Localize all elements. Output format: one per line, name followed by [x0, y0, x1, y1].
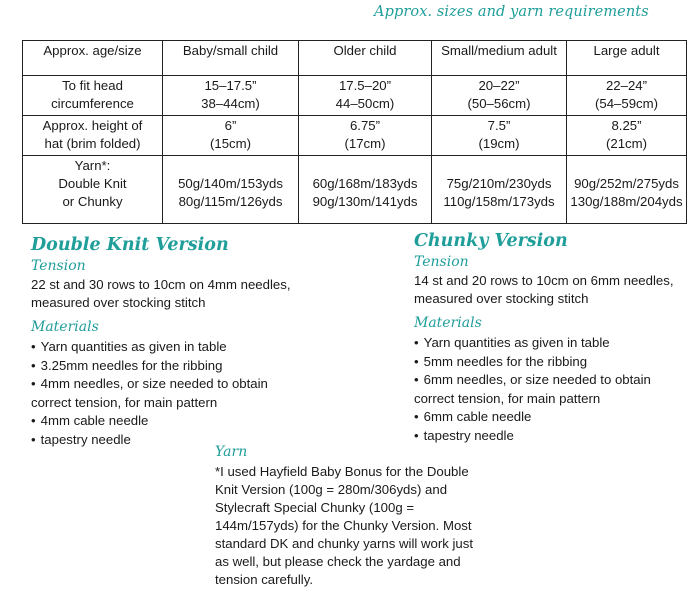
- list-item: • 5mm needles for the ribbing: [414, 353, 651, 372]
- table-header-cell: Large adult: [567, 41, 687, 76]
- list-item: • 3.25mm needles for the ribbing: [31, 357, 268, 376]
- table-header-cell: Approx. age/size: [23, 41, 163, 76]
- dk-tension-text: 22 st and 30 rows to 10cm on 4mm needles, measured over stocking stitch: [31, 277, 291, 310]
- table-cell: 60g/168m/183yds 90g/130m/141yds: [299, 156, 432, 224]
- dk-tension-heading: Tension: [31, 258, 86, 274]
- yarn-note: *I used Hayfield Baby Bonus for the Double Knit Version (100g = 280m/306yds) and Stylecraft Special Chunky (100g = 144m/157yds) for the Chunky Version. Most standard DK and chunky yarns will work just as well, but please check the yardage and tension carefully.: [215, 464, 473, 587]
- list-item: • 6mm needles, or size needed to obtain: [414, 371, 651, 390]
- size-table: [22, 40, 687, 224]
- table-header-cell: Baby/small child: [163, 41, 299, 76]
- chunky-materials-list: [414, 334, 651, 445]
- table-cell: 8.25” (21cm): [567, 116, 687, 156]
- table-header-row: [23, 41, 687, 76]
- table-cell: 50g/140m/153yds 80g/115m/126yds: [163, 156, 299, 224]
- table-row: [23, 156, 687, 224]
- table-row: [23, 76, 687, 116]
- chunky-tension-text: 14 st and 20 rows to 10cm on 6mm needles, measured over stocking stitch: [414, 273, 674, 306]
- table-row: [23, 116, 687, 156]
- list-item: • 4mm needles, or size needed to obtain: [31, 375, 268, 394]
- page-title: Approx. sizes and yarn requirements: [374, 4, 649, 20]
- list-item-continuation: correct tension, for main pattern: [31, 394, 218, 410]
- dk-title: Double Knit Version: [31, 235, 229, 255]
- list-item: • 6mm cable needle: [414, 408, 651, 427]
- table-cell: 6.75” (17cm): [299, 116, 432, 156]
- chunky-materials-heading: Materials: [414, 315, 482, 331]
- row-label: Approx. height of hat (brim folded): [23, 116, 163, 156]
- table-cell: 7.5” (19cm): [432, 116, 567, 156]
- table-cell: 75g/210m/230yds 110g/158m/173yds: [432, 156, 567, 224]
- table-cell: 6” (15cm): [163, 116, 299, 156]
- list-item: • Yarn quantities as given in table: [414, 334, 651, 353]
- row-label: To fit head circumference: [23, 76, 163, 116]
- list-item-continuation: correct tension, for main pattern: [414, 390, 601, 406]
- list-item: • 4mm cable needle: [31, 412, 268, 431]
- chunky-tension-heading: Tension: [414, 254, 469, 270]
- table-cell: 15–17.5” 38–44cm): [163, 76, 299, 116]
- chunky-title: Chunky Version: [414, 231, 568, 251]
- table-header-cell: Older child: [299, 41, 432, 76]
- dk-materials-heading: Materials: [31, 319, 99, 335]
- table-header-cell: Small/medium adult: [432, 41, 567, 76]
- list-item: • Yarn quantities as given in table: [31, 338, 268, 357]
- table-cell: 22–24” (54–59cm): [567, 76, 687, 116]
- table-cell: 20–22” (50–56cm): [432, 76, 567, 116]
- yarn-heading: Yarn: [215, 444, 248, 460]
- dk-materials-list: [31, 338, 268, 449]
- table-cell: 90g/252m/275yds 130g/188m/204yds: [567, 156, 687, 224]
- row-label: Yarn*: Double Knit or Chunky: [23, 156, 163, 224]
- table-cell: 17.5–20” 44–50cm): [299, 76, 432, 116]
- list-item: • tapestry needle: [414, 427, 651, 446]
- list-item: • tapestry needle: [31, 431, 268, 450]
